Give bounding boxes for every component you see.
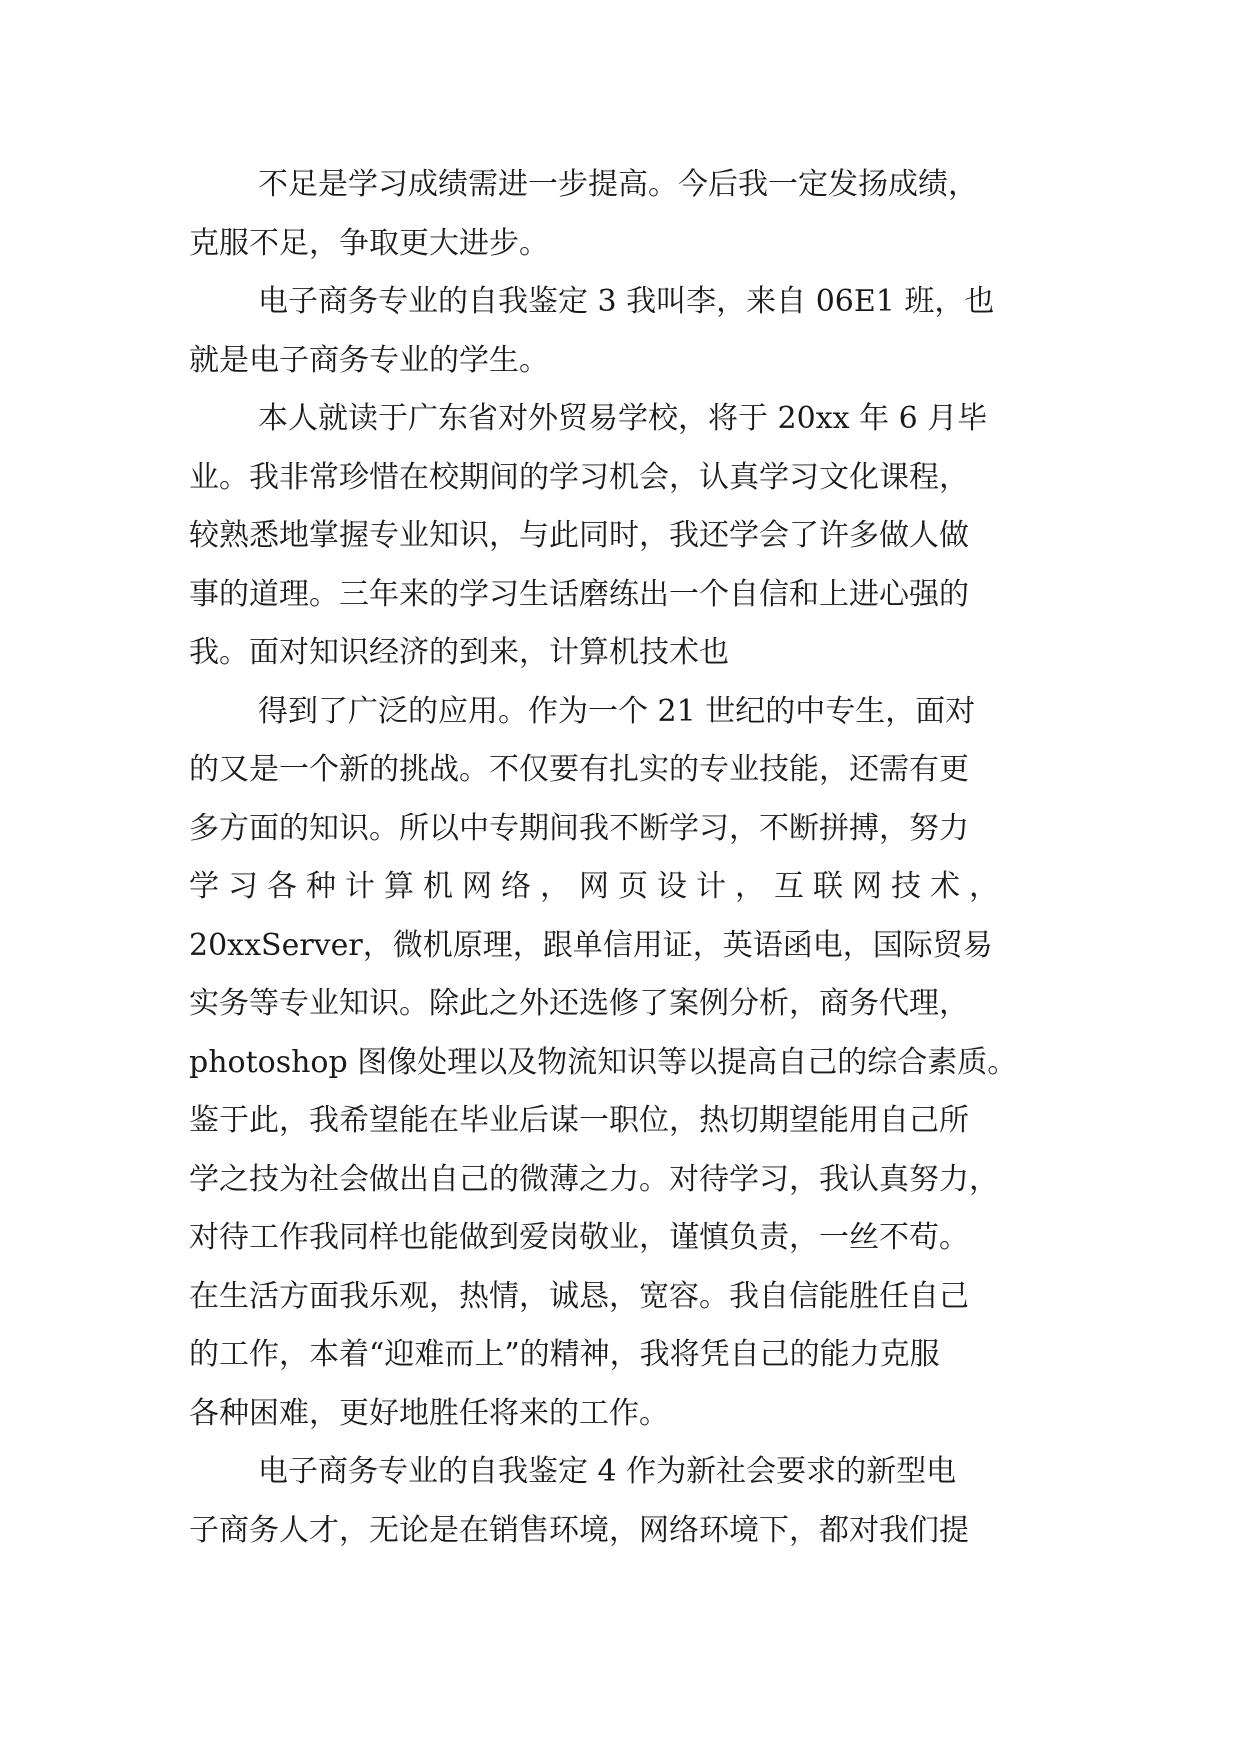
text-line: 的又是一个新的挑战。不仅要有扎实的专业技能，还需有更 [189,752,969,787]
text-line: 较熟悉地掌握专业知识，与此同时，我还学会了许多做人做 [189,518,969,553]
document-body [189,156,1055,1560]
text-line: 电子商务专业的自我鉴定 3 我叫李，来自 06E1 班，也 [258,284,995,319]
text-line: 实务等专业知识。除此之外还选修了案例分析，商务代理， [189,986,969,1021]
text-line: 子商务人才，无论是在销售环境，网络环境下，都对我们提 [189,1512,969,1548]
text-line: 各种困难，更好地胜任将来的工作。 [189,1395,669,1431]
text-line: 对待工作我同样也能做到爱岗敬业，谨慎负责，一丝不苟。 [189,1220,969,1255]
text-line: 电子商务专业的自我鉴定 4 作为新社会要求的新型电 [258,1454,957,1489]
text-line: 就是电子商务专业的学生。 [189,342,549,378]
text-line: 不足是学习成绩需进一步提高。今后我一定发扬成绩， [258,167,978,202]
text-line: 学之技为社会做出自己的微薄之力。对待学习，我认真努力， [189,1161,999,1197]
text-line: 鉴于此，我希望能在毕业后谋一职位，热切期望能用自己所 [189,1103,969,1138]
text-line: 本人就读于广东省对外贸易学校，将于 20xx 年 6 月毕 [258,401,988,436]
text-line: 事的道理。三年来的学习生话磨练出一个自信和上进心强的 [189,576,969,612]
text-line: 在生活方面我乐观，热情，诚恳，宽容。我自信能胜任自己 [189,1278,969,1314]
text-line: 我。面对知识经济的到来，计算机技术也 [189,635,729,670]
text-line: 的工作，本着“迎难而上”的精神，我将凭自己的能力克服 [189,1337,940,1372]
text-line: 克服不足，争取更大进步。 [189,225,549,261]
text-line: 业。我非常珍惜在校期间的学习机会，认真学习文化课程， [189,459,969,495]
text-line: 学习各种计算机网络，网页设计，互联网技术， [189,869,1008,904]
text-line: 20xxServer，微机原理，跟单信用证，英语函电，国际贸易 [189,927,993,963]
text-line: 得到了广泛的应用。作为一个 21 世纪的中专生，面对 [258,693,976,729]
text-line: 多方面的知识。所以中专期间我不断学习，不断拼搏，努力 [189,810,969,846]
text-line: photoshop 图像处理以及物流知识等以提高自己的综合素质。 [189,1044,1018,1080]
